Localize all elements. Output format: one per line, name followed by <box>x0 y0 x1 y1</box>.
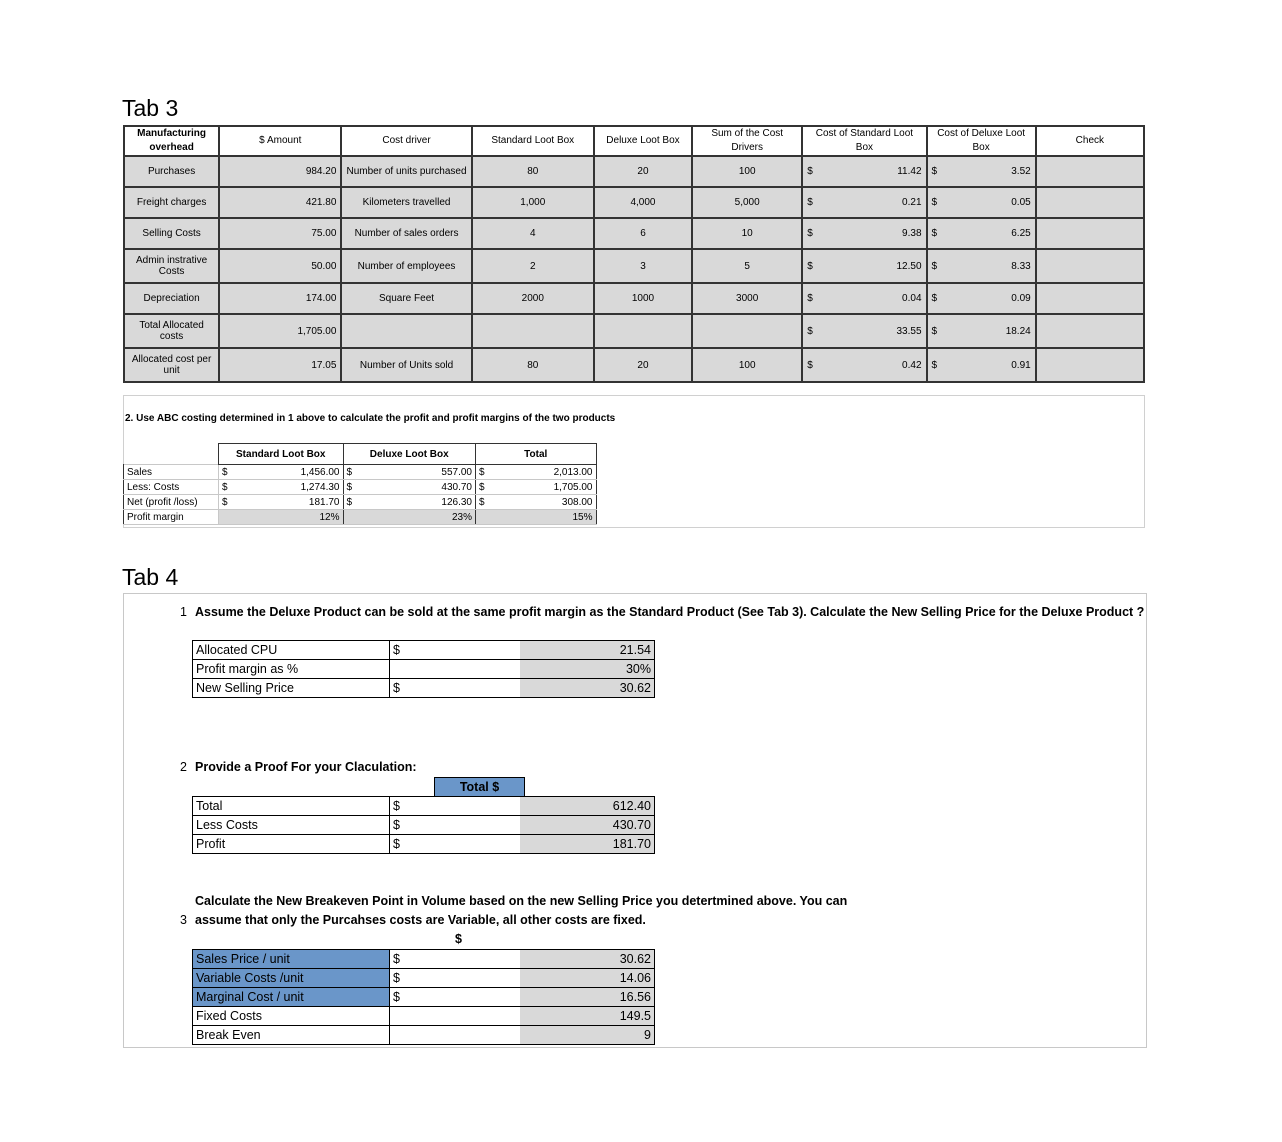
amount-cell: 421.80 <box>219 187 341 218</box>
table-row <box>193 660 655 679</box>
dollar-sign <box>219 510 236 525</box>
deluxe-driver-cell: 20 <box>594 348 692 382</box>
table-row <box>193 641 655 660</box>
standard-driver-cell <box>472 314 594 348</box>
table-row <box>124 510 597 525</box>
proof-table <box>192 777 525 797</box>
question-2: Provide a Proof For your Claculation: <box>195 760 417 774</box>
table-row <box>124 465 597 480</box>
value-cell: 612.40 <box>520 797 655 816</box>
row-label: Net (profit /loss) <box>124 495 219 510</box>
deluxe-cost-cell: 3.52 <box>947 156 1036 187</box>
value-cell: 430.70 <box>520 816 655 835</box>
check-cell <box>1036 314 1144 348</box>
dollar-header: $ <box>455 932 462 946</box>
table-row <box>124 156 1144 187</box>
dollar-sign: $ <box>927 283 947 314</box>
standard-cost-cell: 11.42 <box>822 156 926 187</box>
table-row <box>193 835 655 854</box>
row-label: Profit margin as % <box>193 660 390 679</box>
standard-driver-cell: 4 <box>472 218 594 249</box>
row-label: Total Allocated costs <box>124 314 219 348</box>
amount-cell: 1,705.00 <box>219 314 341 348</box>
sum-driver-cell: 5 <box>692 249 802 283</box>
overhead-allocation-table <box>123 125 1145 383</box>
header-cell: Cost of Standard Loot Box <box>802 126 926 156</box>
standard-driver-cell: 80 <box>472 156 594 187</box>
profit-table <box>123 443 597 525</box>
sum-driver-cell: 3000 <box>692 283 802 314</box>
header-cell: Deluxe Loot Box <box>343 444 476 465</box>
table-row <box>193 797 655 816</box>
check-cell <box>1036 348 1144 382</box>
table-row <box>124 480 597 495</box>
value-cell: 16.56 <box>520 988 655 1007</box>
table-row <box>124 283 1144 314</box>
tab3-title: Tab 3 <box>122 95 179 121</box>
dollar-sign: $ <box>927 249 947 283</box>
standard-cost-cell: 33.55 <box>822 314 926 348</box>
amount-cell: 174.00 <box>219 283 341 314</box>
table-row <box>193 950 655 969</box>
question-1: Assume the Deluxe Product can be sold at the same profit margin as the Standard Product (See Tab 3). Calculate the New Selling Price for the Deluxe Product ? <box>195 605 1145 619</box>
total-value: 308.00 <box>492 495 596 510</box>
deluxe-driver-cell: 1000 <box>594 283 692 314</box>
standard-driver-cell: 2000 <box>472 283 594 314</box>
table-row <box>193 679 655 698</box>
dollar-sign: $ <box>802 249 822 283</box>
value-cell: 9 <box>520 1026 655 1045</box>
table-row <box>193 816 655 835</box>
header-cell: Manufacturing overhead <box>124 126 219 156</box>
dollar-sign: $ <box>476 480 493 495</box>
dollar-sign: $ <box>343 465 360 480</box>
dollar-sign: $ <box>802 314 822 348</box>
question-number: 2 <box>180 760 187 774</box>
value-cell: 14.06 <box>520 969 655 988</box>
dollar-sign: $ <box>390 641 521 660</box>
table-row <box>193 1026 655 1045</box>
dlx-value: 557.00 <box>360 465 476 480</box>
question-3-line1: Calculate the New Breakeven Point in Volume based on the new Selling Price you detertmined above. You can <box>195 894 848 908</box>
deluxe-cost-cell: 0.91 <box>947 348 1036 382</box>
header-cell: Sum of the Cost Drivers <box>692 126 802 156</box>
dollar-sign: $ <box>927 348 947 382</box>
standard-driver-cell: 2 <box>472 249 594 283</box>
row-label: Marginal Cost / unit <box>193 988 390 1007</box>
table-header-row <box>124 126 1144 156</box>
sum-driver-cell: 100 <box>692 156 802 187</box>
dollar-sign: $ <box>927 314 947 348</box>
selling-price-table <box>192 640 655 698</box>
dollar-sign: $ <box>802 187 822 218</box>
row-label: Sales <box>124 465 219 480</box>
dollar-sign <box>390 660 521 679</box>
dollar-sign: $ <box>927 218 947 249</box>
dollar-sign <box>390 1026 521 1045</box>
question-3-line2: assume that only the Purcahses costs are Variable, all other costs are fixed. <box>195 913 646 927</box>
dollar-sign: $ <box>802 218 822 249</box>
dollar-sign: $ <box>476 495 493 510</box>
table-row <box>124 249 1144 283</box>
sum-driver-cell <box>692 314 802 348</box>
dollar-sign <box>390 1007 521 1026</box>
std-value: 12% <box>235 510 343 525</box>
std-value: 1,456.00 <box>235 465 343 480</box>
dollar-sign: $ <box>390 679 521 698</box>
dollar-sign: $ <box>390 969 521 988</box>
check-cell <box>1036 187 1144 218</box>
value-cell: 30.62 <box>520 679 655 698</box>
proof-values-table <box>192 796 655 854</box>
row-label: Profit <box>193 835 390 854</box>
dollar-sign: $ <box>219 465 236 480</box>
header-cell: Standard Loot Box <box>219 444 344 465</box>
value-cell: 30.62 <box>520 950 655 969</box>
sum-driver-cell: 10 <box>692 218 802 249</box>
sum-driver-cell: 100 <box>692 348 802 382</box>
dlx-value: 430.70 <box>360 480 476 495</box>
driver-cell <box>341 314 471 348</box>
amount-cell: 984.20 <box>219 156 341 187</box>
dollar-sign: $ <box>476 465 493 480</box>
standard-cost-cell: 0.21 <box>822 187 926 218</box>
dollar-sign <box>343 510 360 525</box>
deluxe-cost-cell: 6.25 <box>947 218 1036 249</box>
check-cell <box>1036 283 1144 314</box>
deluxe-cost-cell: 8.33 <box>947 249 1036 283</box>
standard-cost-cell: 12.50 <box>822 249 926 283</box>
header-cell: Cost of Deluxe Loot Box <box>927 126 1036 156</box>
header-cell: Deluxe Loot Box <box>594 126 692 156</box>
dollar-sign: $ <box>802 283 822 314</box>
table-row <box>193 969 655 988</box>
table-row <box>193 1007 655 1026</box>
dollar-sign: $ <box>219 480 236 495</box>
total-value: 2,013.00 <box>492 465 596 480</box>
breakeven-table <box>192 949 655 1045</box>
row-label: Freight charges <box>124 187 219 218</box>
row-label: Profit margin <box>124 510 219 525</box>
value-cell: 181.70 <box>520 835 655 854</box>
dollar-sign: $ <box>343 480 360 495</box>
dollar-sign: $ <box>390 797 521 816</box>
table-row <box>193 988 655 1007</box>
header-cell: Standard Loot Box <box>472 126 594 156</box>
driver-cell: Kilometers travelled <box>341 187 471 218</box>
header-cell: $ Amount <box>219 126 341 156</box>
dollar-sign: $ <box>390 816 521 835</box>
standard-cost-cell: 0.04 <box>822 283 926 314</box>
standard-driver-cell: 1,000 <box>472 187 594 218</box>
total-value: 1,705.00 <box>492 480 596 495</box>
dollar-sign <box>476 510 493 525</box>
row-label: Allocated cost per unit <box>124 348 219 382</box>
row-label: Selling Costs <box>124 218 219 249</box>
dollar-sign: $ <box>219 495 236 510</box>
table-row <box>124 495 597 510</box>
row-label: Less: Costs <box>124 480 219 495</box>
tab4-title: Tab 4 <box>122 564 179 590</box>
dollar-sign: $ <box>390 835 521 854</box>
row-label: Total <box>193 797 390 816</box>
check-cell <box>1036 218 1144 249</box>
standard-cost-cell: 0.42 <box>822 348 926 382</box>
standard-driver-cell: 80 <box>472 348 594 382</box>
total-header: Total $ <box>435 778 525 797</box>
std-value: 181.70 <box>235 495 343 510</box>
std-value: 1,274.30 <box>235 480 343 495</box>
total-value: 15% <box>492 510 596 525</box>
dollar-sign: $ <box>343 495 360 510</box>
row-label: Less Costs <box>193 816 390 835</box>
driver-cell: Number of employees <box>341 249 471 283</box>
dollar-sign: $ <box>927 187 947 218</box>
profit-header-row <box>124 444 597 465</box>
driver-cell: Number of Units sold <box>341 348 471 382</box>
value-cell: 30% <box>520 660 655 679</box>
abc-note: 2. Use ABC costing determined in 1 above to calculate the profit and profit margins of the two products <box>125 413 616 424</box>
dollar-sign: $ <box>802 156 822 187</box>
row-label: Admin instrative Costs <box>124 249 219 283</box>
question-number: 3 <box>180 913 187 927</box>
dollar-sign: $ <box>927 156 947 187</box>
row-label: New Selling Price <box>193 679 390 698</box>
row-label: Depreciation <box>124 283 219 314</box>
deluxe-driver-cell: 20 <box>594 156 692 187</box>
row-label: Break Even <box>193 1026 390 1045</box>
deluxe-cost-cell: 18.24 <box>947 314 1036 348</box>
amount-cell: 50.00 <box>219 249 341 283</box>
deluxe-driver-cell: 3 <box>594 249 692 283</box>
dollar-sign: $ <box>390 950 521 969</box>
row-label: Purchases <box>124 156 219 187</box>
header-cell: Cost driver <box>341 126 471 156</box>
row-label: Variable Costs /unit <box>193 969 390 988</box>
driver-cell: Square Feet <box>341 283 471 314</box>
amount-cell: 75.00 <box>219 218 341 249</box>
row-label: Sales Price / unit <box>193 950 390 969</box>
deluxe-driver-cell: 6 <box>594 218 692 249</box>
driver-cell: Number of units purchased <box>341 156 471 187</box>
deluxe-cost-cell: 0.05 <box>947 187 1036 218</box>
check-cell <box>1036 249 1144 283</box>
row-label: Allocated CPU <box>193 641 390 660</box>
amount-cell: 17.05 <box>219 348 341 382</box>
value-cell: 149.5 <box>520 1007 655 1026</box>
deluxe-cost-cell: 0.09 <box>947 283 1036 314</box>
table-row <box>124 218 1144 249</box>
row-label: Fixed Costs <box>193 1007 390 1026</box>
value-cell: 21.54 <box>520 641 655 660</box>
deluxe-driver-cell <box>594 314 692 348</box>
driver-cell: Number of sales orders <box>341 218 471 249</box>
header-cell: Total <box>476 444 597 465</box>
table-row <box>124 314 1144 348</box>
table-row <box>124 348 1144 382</box>
dlx-value: 126.30 <box>360 495 476 510</box>
header-cell: Check <box>1036 126 1144 156</box>
table-row <box>124 187 1144 218</box>
check-cell <box>1036 156 1144 187</box>
sum-driver-cell: 5,000 <box>692 187 802 218</box>
deluxe-driver-cell: 4,000 <box>594 187 692 218</box>
dlx-value: 23% <box>360 510 476 525</box>
dollar-sign: $ <box>390 988 521 1007</box>
dollar-sign: $ <box>802 348 822 382</box>
standard-cost-cell: 9.38 <box>822 218 926 249</box>
question-number: 1 <box>180 605 187 619</box>
